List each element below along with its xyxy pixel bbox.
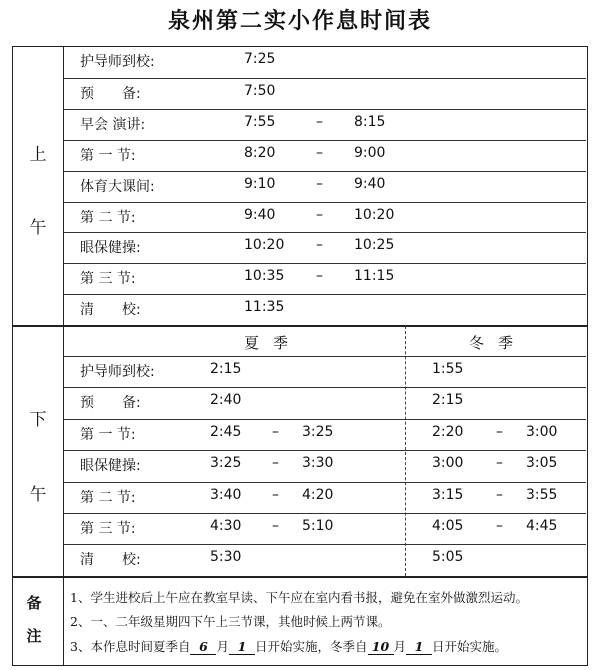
winter-end-time: 4:45 [526,518,558,534]
winter-end-time: 3:00 [526,423,558,440]
end-time: 9:40 [354,175,386,192]
afternoon-row [64,544,586,575]
note-line-1: 1、学生进校后上午应在教室早读、下午应在室内看书报，避免在室外做激烈运动。 [70,590,528,605]
winter-start-time: 4:05 [432,518,464,534]
start-time: 10:20 [244,237,285,254]
summer-start-time: 3:40 [210,486,242,503]
row-label: 清 校: [80,302,141,319]
time-dash: – [316,206,323,223]
row-label: 第 二 节: [80,489,136,506]
row-label: 预 备: [80,85,141,102]
end-time: 8:15 [354,113,386,130]
summer-start-time: 2:15 [210,361,242,377]
end-time: 9:00 [354,144,386,161]
afternoon-row [64,513,586,544]
morning-label-bottom: 午 [29,218,47,238]
winter-time-dash: – [496,486,503,503]
row-label: 眼保健操: [80,458,141,475]
start-time: 9:10 [244,175,276,192]
winter-time-dash: – [496,518,503,534]
row-label: 第 一 节: [80,147,136,164]
summer-end-time: 3:30 [302,455,334,472]
afternoon-row [64,419,586,450]
morning-row [64,171,586,202]
start-time: 7:55 [244,113,276,130]
winter-month-value: 10 [368,639,394,655]
row-label: 预 备: [80,395,141,412]
morning-row [64,140,586,171]
winter-start-time: 2:20 [432,423,464,440]
summer-month-value: 6 [190,639,216,655]
winter-start-time: 3:00 [432,455,464,472]
start-time: 11:35 [244,299,285,316]
summer-end-time: 3:25 [302,423,334,440]
summer-header: 夏季 [244,334,303,352]
row-label: 体育大课间: [80,178,155,195]
start-time: 8:20 [244,144,276,161]
summer-time-dash: – [272,486,279,503]
winter-start-time: 5:05 [432,549,464,566]
summer-start-time: 5:30 [210,549,242,566]
winter-start-time: 2:15 [432,392,464,409]
note-3-text-c: 日开始实施，冬季自 [254,639,368,654]
summer-start-time: 4:30 [210,518,242,534]
start-time: 7:25 [244,51,276,67]
row-label: 第 一 节: [80,426,136,443]
row-label: 第 三 节: [80,521,136,537]
summer-start-time: 3:25 [210,455,242,472]
row-label: 第 三 节: [80,271,136,288]
start-time: 9:40 [244,206,276,223]
summer-end-time: 4:20 [302,486,334,503]
winter-end-time: 3:05 [526,455,558,472]
note-line-3 [70,637,507,655]
notes-label-bottom: 注 [26,627,42,645]
winter-start-time: 3:15 [432,486,464,503]
note-3-text-a: 3、本作息时间夏季自 [70,639,191,654]
season-header-row [64,327,586,355]
afternoon-row [64,450,586,481]
time-dash: – [316,113,323,130]
winter-start-time: 1:55 [432,361,464,377]
morning-row [64,47,586,78]
morning-row [64,109,586,140]
morning-row [64,78,586,109]
note-3-text-f: 日开始实施。 [432,639,508,654]
note-3-text-e: 月 [393,639,407,654]
afternoon-row [64,482,586,513]
summer-time-dash: – [272,423,279,440]
row-label: 护导师到校: [80,54,155,70]
morning-row [64,232,586,263]
notes-divider [12,576,588,578]
end-time: 11:15 [354,268,395,285]
morning-row [64,294,586,325]
row-label: 清 校: [80,552,141,569]
time-dash: – [316,175,323,192]
winter-day-value: 1 [406,639,432,655]
time-dash: – [316,268,323,285]
winter-header: 冬季 [469,334,528,352]
row-label: 护导师到校: [80,364,155,380]
notes-label-divider [63,576,64,666]
winter-time-dash: – [496,455,503,472]
morning-row [64,263,586,294]
morning-label-top: 上 [29,145,47,165]
afternoon-row [64,356,586,387]
note-3-text-b: 月 [216,639,229,654]
end-time: 10:25 [354,237,395,254]
time-dash: – [316,237,323,254]
end-time: 10:20 [354,206,395,223]
row-label: 第 二 节: [80,209,136,226]
winter-end-time: 3:55 [526,486,558,503]
summer-day-value: 1 [229,639,255,655]
summer-start-time: 2:45 [210,423,242,440]
morning-row [64,202,586,233]
summer-time-dash: – [272,518,279,534]
note-line-2: 2、一、二年级星期四下午上三节课，其他时候上两节课。 [70,614,391,629]
summer-time-dash: – [272,455,279,472]
page-title: 泉州第二实小作息时间表 [167,8,432,34]
start-time: 10:35 [244,268,285,285]
winter-time-dash: – [496,423,503,440]
summer-start-time: 2:40 [210,392,242,409]
afternoon-row [64,387,586,418]
summer-end-time: 5:10 [302,518,334,534]
time-dash: – [316,144,323,161]
notes-label-top: 备 [26,594,42,612]
afternoon-label-bottom: 午 [29,485,47,505]
start-time: 7:50 [244,82,276,99]
afternoon-label-top: 下 [29,410,47,430]
row-label: 早会 演讲: [80,116,146,133]
row-label: 眼保健操: [80,240,141,257]
